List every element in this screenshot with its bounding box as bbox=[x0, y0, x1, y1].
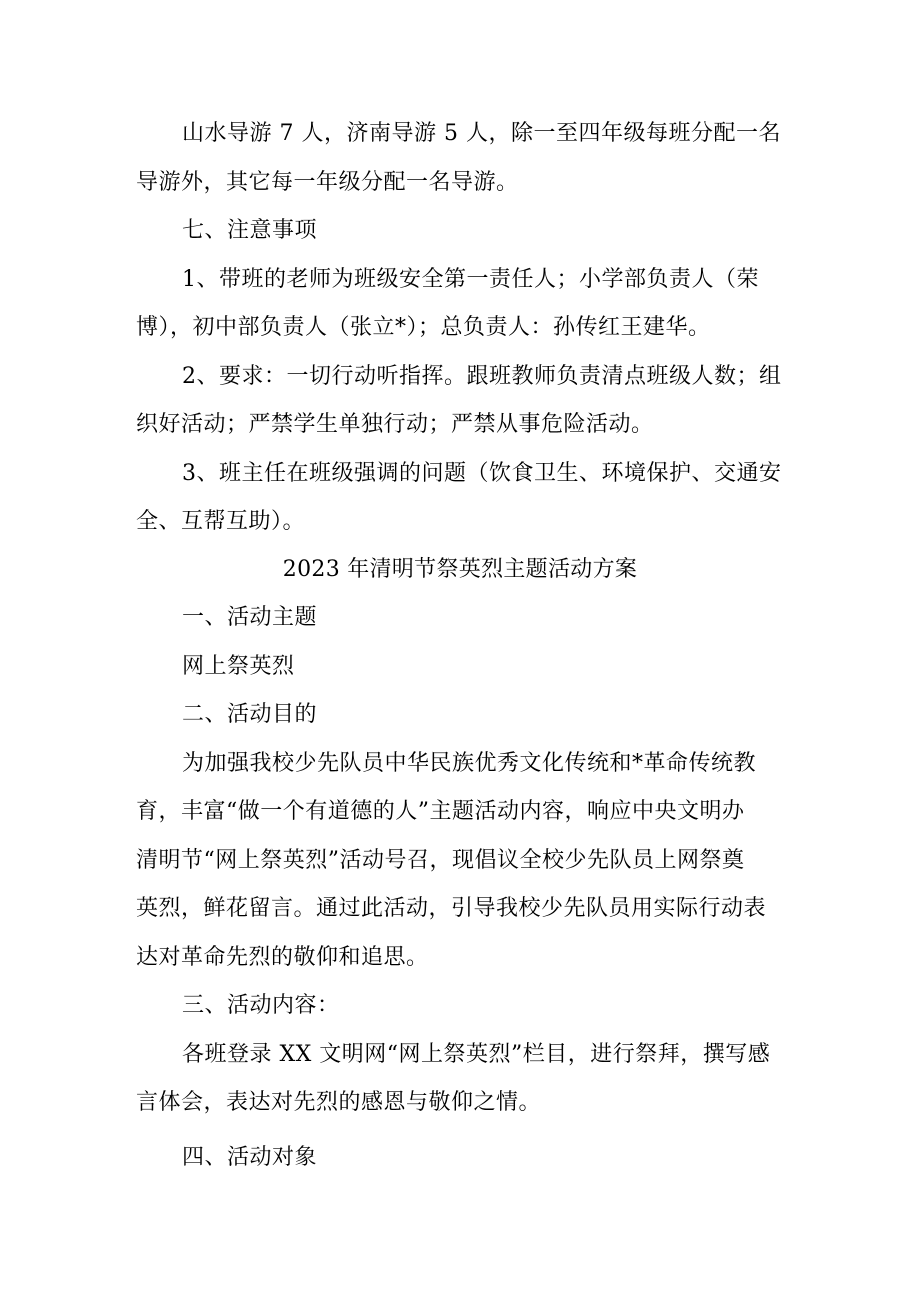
section-heading: 一、活动主题 bbox=[182, 605, 318, 630]
paragraph-line: 为加强我校少先队员中华民族优秀文化传统和*革命传统教 bbox=[182, 751, 757, 776]
paragraph-line: 织好活动；严禁学生单独行动；严禁从事危险活动。 bbox=[136, 412, 654, 437]
paragraph-line: 清明节“网上祭英烈”活动号召，现倡议全校少先队员上网祭奠 bbox=[136, 848, 745, 873]
paragraph-line: 言体会，表达对先烈的感恩与敬仰之情。 bbox=[136, 1090, 542, 1115]
section-heading: 三、活动内容： bbox=[182, 993, 340, 1018]
paragraph-line: 全、互帮互助）。 bbox=[136, 509, 306, 534]
section-heading: 二、活动目的 bbox=[182, 702, 318, 727]
document-title: 2023 年清明节祭英烈主题活动方案 bbox=[282, 557, 638, 582]
paragraph-line: 山水导游 7 人，济南导游 5 人，除一至四年级每班分配一名 bbox=[182, 121, 781, 146]
paragraph-line: 3、班主任在班级强调的问题（饮食卫生、环境保护、交通安 bbox=[182, 461, 782, 486]
paragraph-line: 达对革命先烈的敬仰和追思。 bbox=[136, 945, 429, 970]
paragraph-line: 网上祭英烈 bbox=[182, 654, 295, 679]
paragraph-line: 2、要求：一切行动听指挥。跟班教师负责清点班级人数；组 bbox=[182, 364, 782, 389]
paragraph-line: 博），初中部负责人（张立*）；总负责人：孙传红王建华。 bbox=[136, 315, 711, 340]
paragraph-line: 各班登录 XX 文明网“网上祭英烈”栏目，进行祭拜，撰写感 bbox=[182, 1042, 771, 1067]
section-heading: 七、注意事项 bbox=[182, 218, 318, 243]
section-heading: 四、活动对象 bbox=[182, 1145, 318, 1170]
paragraph-line: 英烈，鲜花留言。通过此活动，引导我校少先队员用实际行动表 bbox=[136, 896, 767, 921]
paragraph-line: 1、带班的老师为班级安全第一责任人；小学部负责人（荣 bbox=[182, 267, 759, 292]
paragraph-line: 导游外，其它每一年级分配一名导游。 bbox=[136, 170, 519, 195]
paragraph-line: 育，丰富“做一个有道德的人”主题活动内容，响应中央文明办 bbox=[136, 799, 745, 824]
